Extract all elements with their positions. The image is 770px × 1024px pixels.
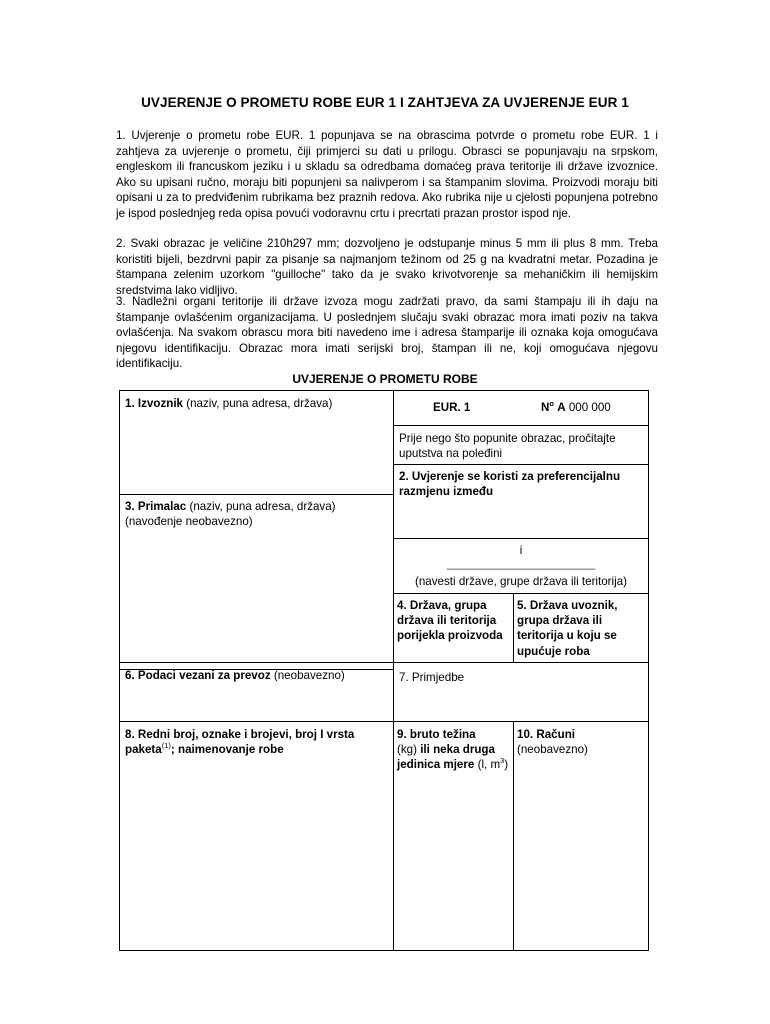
field-9-unit-kg: (kg) bbox=[397, 743, 417, 757]
paragraph-3: 3. Nadležni organi teritorije ili države izvoza mogu zadržati pravo, da sami štampaju ili ih daju na štampanje ovlašćenim organizacijama. U poslednjem slučaju svaki obrazac mora imati poziv na takva ovlašćenja. Na svakom obrascu mora biti navedeno ime i adresa štamparije ili oznaka koja omogućava njegovu identifikaciju. Obrazac mora imati serijski broj, štampan ili ne, koji omogućava njegovu identifikaciju. bbox=[116, 295, 658, 371]
field-2-and: i bbox=[519, 544, 523, 557]
field-2-divider bbox=[393, 538, 649, 539]
field-9-label bbox=[397, 727, 511, 773]
field-6-note: (neobavezno) bbox=[273, 669, 345, 682]
field-3-note: (naziv, puna adresa, država) bbox=[189, 500, 336, 513]
field-8-label bbox=[125, 727, 387, 757]
eur1-number: 000 000 bbox=[568, 401, 611, 414]
eur1-text: EUR. 1 bbox=[433, 401, 471, 414]
field-1-label bbox=[125, 396, 390, 411]
field-1-note: (naziv, puna adresa, država) bbox=[186, 397, 333, 410]
eur1-serial bbox=[541, 400, 611, 415]
field-10-label bbox=[517, 727, 645, 757]
field-3-top-border bbox=[119, 494, 394, 495]
field-9-alt: ili neka druga jedinica mjere bbox=[397, 743, 495, 772]
eur1-label bbox=[433, 400, 470, 415]
field-7-label: 7. Primjedbe bbox=[399, 671, 465, 684]
field-8-title-end: ; naimenovanje robe bbox=[170, 743, 284, 757]
field-3-note2: (navođenje neobavezno) bbox=[125, 515, 253, 529]
field-5-label: 5. Država uvoznik, grupa država ili teritorija u koju se upućuje roba bbox=[517, 599, 618, 658]
field-1-exporter bbox=[119, 390, 394, 670]
eur1-number-sup: o bbox=[549, 399, 554, 409]
field-1-title: 1. Izvoznik bbox=[125, 397, 183, 410]
form-title: UVJERENJE O PROMETU ROBE bbox=[292, 372, 478, 386]
paragraph-1: 1. Uvjerenje o prometu robe EUR. 1 popunjava se na obrascima potvrde o prometu robe EUR. 1 i zahtjeva za uvjerenje o prometu, čiji primjerci su dati u prilogu. Obrasci se popunjavaju na srpskom, engleskom ili francuskom jeziku i u skladu sa odredbama domaćeg prava teritorije ili države izvoznice. Ako su upisani ručno, moraju biti popunjeni sa nalivperom i sa štampanim slovima. Proizvodi moraju biti opisani u za to predviđenim rubrikama bez praznih redova. Ako rubrika nije u cjelosti popunjena potrebno je ispod poslednjeg reda opisa povući vodoravnu crtu i precrtati prazan prostor ispod nje. bbox=[116, 129, 658, 220]
paragraph-2: 2. Svaki obrazac je veličine 210h297 mm; dozvoljeno je odstupanje minus 5 mm ili plus 8 mm. Treba koristiti bijeli, bezdrvni papir za pisanje sa najmanjom težinom od 25 g na kvadratni metar. Pozadina je štampana zelenim uzorkom "guilloche" tako da je svako krivotvorenje sa mehaničkim ili hemijskim sredstvima lako vidljivo. bbox=[116, 237, 658, 297]
eur1-number-prefix: N bbox=[541, 401, 550, 414]
notice-text: Prije nego što popunite obrazac, pročitajte uputstva na poleđini bbox=[399, 432, 616, 461]
field-6-title: 6. Podaci vezani za prevoz bbox=[125, 669, 271, 682]
field-9-unit-end: ) bbox=[504, 758, 509, 772]
field-3-title: 3. Primalac bbox=[125, 500, 187, 513]
field-9-unit-sup: 3 bbox=[500, 756, 505, 766]
field-2-label: 2. Uvjerenje se koristi za preferencijalnu razmjenu između bbox=[399, 470, 621, 499]
eur1-series: A bbox=[557, 401, 566, 414]
page-title: UVJERENJE O PROMETU ROBE EUR 1 I ZAHTJEVA ZA UVJERENJE EUR 1 bbox=[141, 95, 629, 110]
field-3-label bbox=[125, 499, 390, 529]
field-8-footnote: (1) bbox=[161, 741, 171, 751]
field-4-label: 4. Država, grupa država ili teritorija porijekla proizvoda bbox=[397, 599, 503, 643]
field-2-note: (navesti države, grupe država ili teritorija) bbox=[415, 575, 627, 588]
field-9-title: 9. bruto težina bbox=[397, 728, 476, 741]
field-2-blank-line: _______________________ bbox=[446, 557, 596, 570]
field-8-title: 8. Redni broj, oznake i brojevi, broj I vrsta paketa bbox=[125, 728, 355, 757]
field-6-label bbox=[125, 668, 390, 683]
field-10-note: (neobavezno) bbox=[517, 743, 588, 757]
field-9-unit-l: (l, m bbox=[477, 758, 501, 772]
field-10-title: 10. Računi bbox=[517, 728, 575, 741]
